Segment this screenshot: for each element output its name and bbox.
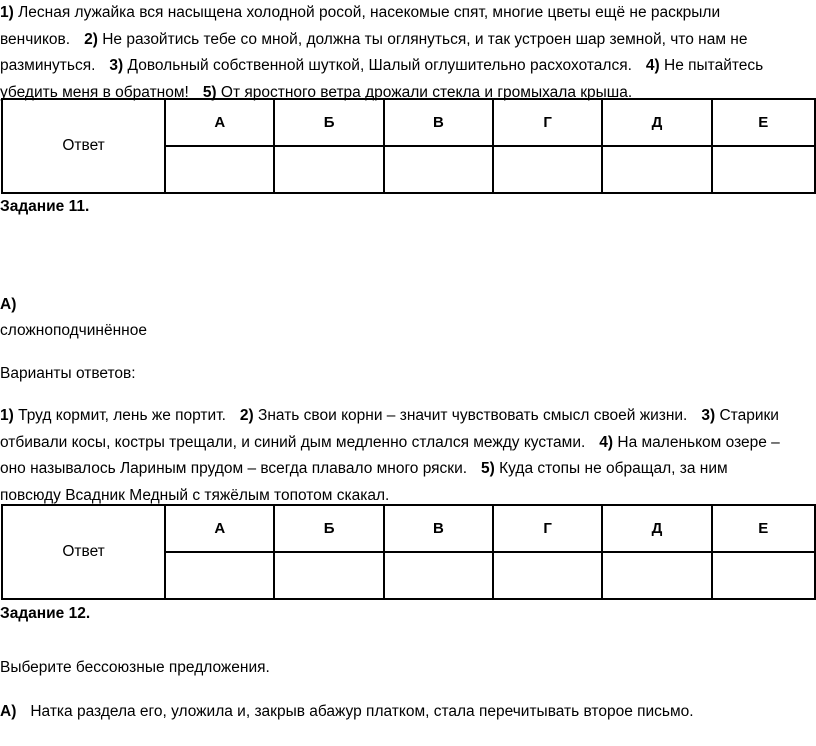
sentence-text: Труд кормит, лень же портит. bbox=[13, 407, 226, 424]
task-12-instruction: Выберите бессоюзные предложения. bbox=[0, 659, 270, 676]
column-header-b: Б bbox=[274, 505, 383, 552]
sentence-number: 5) bbox=[481, 460, 495, 478]
answer-cell-b[interactable] bbox=[274, 552, 383, 599]
sentence-text: убедить меня в обратном! bbox=[0, 84, 189, 102]
text-line bbox=[0, 456, 816, 483]
task-11-option-text: сложноподчинённое bbox=[0, 322, 147, 339]
sentence-number: 4) bbox=[645, 57, 660, 75]
sentence-text: разминуться. bbox=[0, 57, 96, 75]
text-line bbox=[0, 403, 816, 430]
sentence-number: 2) bbox=[84, 30, 98, 48]
column-header-e: Е bbox=[712, 505, 815, 552]
task-11-option-label: А) bbox=[0, 296, 17, 313]
column-header-d: Д bbox=[602, 99, 711, 146]
answer-cell-g[interactable] bbox=[493, 552, 602, 599]
column-header-g: Г bbox=[493, 99, 602, 146]
sentence-number: 5) bbox=[202, 84, 217, 102]
answer-cell-a[interactable] bbox=[165, 146, 274, 193]
sentence-number: 1) bbox=[0, 4, 14, 21]
column-header-a: А bbox=[165, 505, 274, 552]
task-12-option-label: А) bbox=[0, 703, 17, 720]
text-line bbox=[0, 27, 816, 54]
sentence-text: Старики bbox=[715, 407, 779, 424]
sentence-text: повсюду Всадник Медный с тяжёлым топотом скакал. bbox=[0, 487, 390, 505]
sentence-text: Лесная лужайка вся насыщена холодной росой, насекомые спят, многие цветы ещё не раскрыли bbox=[13, 4, 721, 21]
sentence-number: 1) bbox=[0, 407, 14, 424]
sentences-block-2 bbox=[0, 403, 816, 510]
column-header-b: Б bbox=[274, 99, 383, 146]
column-header-v: В bbox=[384, 99, 493, 146]
column-header-v: В bbox=[384, 505, 493, 552]
sentence-text: Не разойтись тебе со мной, должна ты оглянуться, и так устроен шар земной, что нам не bbox=[97, 30, 748, 48]
sentence-text: отбивали косы, костры трещали, и синий дым медленно стлался между кустами. bbox=[0, 433, 586, 451]
text-line bbox=[0, 0, 816, 27]
sentence-text: Куда стопы не обращал, за ним bbox=[494, 460, 728, 478]
answer-label: Ответ bbox=[2, 99, 165, 193]
column-header-a: А bbox=[165, 99, 274, 146]
answer-cell-b[interactable] bbox=[274, 146, 383, 193]
text-line bbox=[0, 430, 816, 457]
sentence-text: От яростного ветра дрожали стекла и громыхала крыша. bbox=[216, 84, 633, 102]
sentence-text: Знать свои корни – значит чувствовать смысл своей жизни. bbox=[253, 407, 688, 424]
sentence-number: 2) bbox=[239, 407, 254, 424]
column-header-g: Г bbox=[493, 505, 602, 552]
sentences-block-1 bbox=[0, 0, 816, 107]
sentence-text: На маленьком озере – bbox=[613, 433, 780, 451]
sentence-number: 3) bbox=[109, 57, 124, 75]
answer-cell-e[interactable] bbox=[712, 552, 815, 599]
answer-table-2 bbox=[1, 504, 816, 600]
sentence-text: Довольный собственной шуткой, Шалый оглушительно расхохотался. bbox=[123, 57, 632, 75]
task-12-title: Задание 12. bbox=[0, 605, 91, 622]
answer-cell-v[interactable] bbox=[384, 552, 493, 599]
sentence-number: 3) bbox=[701, 407, 716, 424]
column-header-e: Е bbox=[712, 99, 815, 146]
answer-cell-e[interactable] bbox=[712, 146, 815, 193]
task-12-option bbox=[0, 703, 694, 721]
sentence-number: 4) bbox=[599, 433, 614, 451]
answer-cell-v[interactable] bbox=[384, 146, 493, 193]
sentence-text: венчиков. bbox=[0, 30, 71, 48]
task-12-option-text: Натка раздела его, уложила и, закрыв абажур платком, стала перечитывать второе письмо. bbox=[30, 703, 694, 720]
answer-cell-d[interactable] bbox=[602, 146, 711, 193]
sentence-text: Не пытайтесь bbox=[659, 57, 764, 75]
variants-label: Варианты ответов: bbox=[0, 365, 136, 382]
sentence-text: оно называлось Лариным прудом – всегда плавало много ряски. bbox=[0, 460, 468, 478]
answer-label: Ответ bbox=[2, 505, 165, 599]
answer-cell-a[interactable] bbox=[165, 552, 274, 599]
answer-table-1 bbox=[1, 98, 816, 194]
answer-cell-d[interactable] bbox=[602, 552, 711, 599]
answer-cell-g[interactable] bbox=[493, 146, 602, 193]
column-header-d: Д bbox=[602, 505, 711, 552]
task-11-title: Задание 11. bbox=[0, 198, 90, 215]
text-line bbox=[0, 53, 816, 80]
